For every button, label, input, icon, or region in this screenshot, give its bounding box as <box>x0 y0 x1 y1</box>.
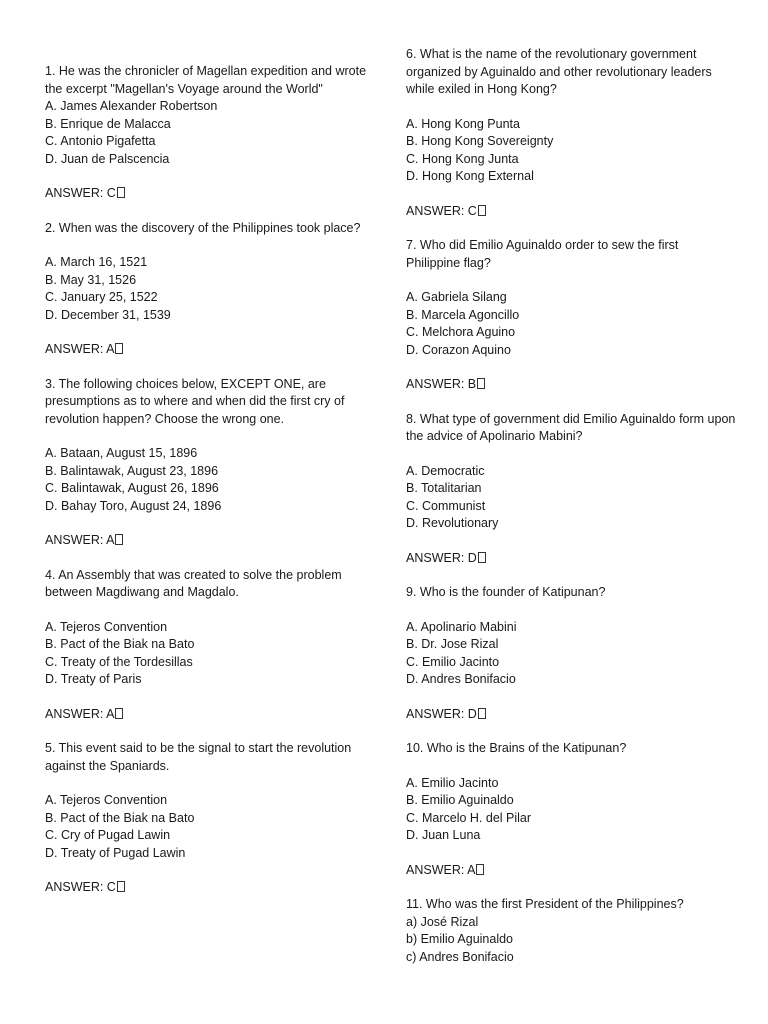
option-b: B. Hong Kong Sovereignty <box>406 134 554 148</box>
question-11 <box>406 896 736 966</box>
answer-text: ANSWER: C <box>406 203 477 218</box>
missing-glyph-box <box>478 708 486 719</box>
option-a: A. Tejeros Convention <box>45 793 168 807</box>
option-a: A. March 16, 1521 <box>45 255 148 269</box>
answer-line <box>406 550 736 568</box>
option-c: C. Communist <box>406 498 486 513</box>
question-text: 5. This event said to be the signal to start the revolution against the Spaniards. <box>45 741 352 773</box>
option-b: B. Totalitarian <box>406 481 482 495</box>
question-text: 10. Who is the Brains of the Katipunan? <box>406 741 627 755</box>
option-c: C. Emilio Jacinto <box>406 654 500 669</box>
answer-text: ANSWER: B <box>406 377 477 391</box>
question-9 <box>406 584 736 723</box>
question-8 <box>406 411 736 568</box>
option-c: c) Andres Bonifacio <box>406 949 514 964</box>
option-d: D. December 31, 1539 <box>45 307 171 322</box>
answer-text: ANSWER: A <box>45 533 115 547</box>
question-4 <box>45 567 375 724</box>
option-d: D. Revolutionary <box>406 516 499 530</box>
answer-line <box>406 203 736 221</box>
option-c: C. Cry of Pugad Lawin <box>45 828 171 842</box>
question-text: 7. Who did Emilio Aguinaldo order to sew the first Philippine flag? <box>406 238 679 270</box>
option-a: A. Emilio Jacinto <box>406 775 499 790</box>
option-b: b) Emilio Aguinaldo <box>406 932 514 946</box>
answer-line <box>45 532 375 550</box>
option-b: B. Marcela Agoncillo <box>406 307 520 322</box>
answer-line <box>406 706 736 724</box>
answer-text: ANSWER: A <box>45 706 115 721</box>
option-c: C. Balintawak, August 26, 1896 <box>45 481 219 495</box>
missing-glyph-box <box>115 534 123 545</box>
option-b: B. Emilio Aguinaldo <box>406 793 514 807</box>
option-a: A. Apolinario Mabini <box>406 619 517 634</box>
right-column <box>406 46 736 966</box>
question-text: 1. He was the chronicler of Magellan expedition and wrote the excerpt "Magellan's Voyage around the World" <box>45 64 367 96</box>
question-text: 2. When was the discovery of the Philippines took place? <box>45 220 361 235</box>
answer-line <box>45 879 375 897</box>
option-d: D. Hong Kong External <box>406 169 534 183</box>
left-column <box>45 63 375 914</box>
option-b: B. Enrique de Malacca <box>45 116 171 131</box>
question-text: 3. The following choices below, EXCEPT ONE, are presumptions as to where and when did the first cry of revolution happen? Choose the wrong one. <box>45 376 345 426</box>
missing-glyph-box <box>478 205 486 216</box>
option-d: D. Bahay Toro, August 24, 1896 <box>45 498 222 513</box>
question-text: 9. Who is the founder of Katipunan? <box>406 585 606 599</box>
option-a: A. Hong Kong Punta <box>406 116 520 131</box>
answer-text: ANSWER: C <box>45 186 116 200</box>
option-c: C. Hong Kong Junta <box>406 151 519 166</box>
option-a: A. James Alexander Robertson <box>45 99 218 113</box>
missing-glyph-box <box>115 343 123 354</box>
question-1 <box>45 63 375 203</box>
option-d: D. Juan Luna <box>406 828 481 842</box>
option-b: B. Pact of the Biak na Bato <box>45 637 195 651</box>
option-c: C. Melchora Aguino <box>406 325 516 339</box>
answer-line <box>406 862 736 880</box>
question-text: 4. An Assembly that was created to solve the problem between Magdiwang and Magdalo. <box>45 567 342 599</box>
option-d: D. Juan de Palscencia <box>45 151 170 166</box>
option-c: C. January 25, 1522 <box>45 290 158 304</box>
missing-glyph-box <box>117 187 125 198</box>
option-d: D. Corazon Aquino <box>406 342 511 357</box>
option-c: C. Treaty of the Tordesillas <box>45 654 193 669</box>
answer-text: ANSWER: C <box>45 880 116 894</box>
missing-glyph-box <box>115 708 123 719</box>
option-d: D. Andres Bonifacio <box>406 672 516 686</box>
option-b: B. Pact of the Biak na Bato <box>45 810 195 825</box>
missing-glyph-box <box>478 552 486 563</box>
question-7 <box>406 237 736 394</box>
option-b: B. Balintawak, August 23, 1896 <box>45 463 219 478</box>
question-text: 6. What is the name of the revolutionary government organized by Aguinaldo and other revolutionary leaders while exiled in Hong Kong? <box>406 47 712 96</box>
answer-text: ANSWER: D <box>406 550 477 565</box>
option-b: B. May 31, 1526 <box>45 272 137 287</box>
answer-text: ANSWER: D <box>406 706 477 721</box>
option-a: a) José Rizal <box>406 914 479 929</box>
option-a: A. Tejeros Convention <box>45 619 168 634</box>
missing-glyph-box <box>477 378 485 389</box>
option-b: B. Dr. Jose Rizal <box>406 637 499 651</box>
option-a: A. Democratic <box>406 463 485 478</box>
answer-line <box>45 706 375 724</box>
answer-line <box>45 341 375 359</box>
answer-line <box>406 376 736 394</box>
question-10 <box>406 740 736 879</box>
missing-glyph-box <box>476 864 484 875</box>
option-a: A. Bataan, August 15, 1896 <box>45 446 198 460</box>
answer-line <box>45 185 375 203</box>
option-d: D. Treaty of Paris <box>45 672 142 686</box>
question-2 <box>45 220 375 359</box>
question-3 <box>45 376 375 550</box>
missing-glyph-box <box>117 881 125 892</box>
question-6 <box>406 46 736 220</box>
option-d: D. Treaty of Pugad Lawin <box>45 845 186 860</box>
question-5 <box>45 740 375 897</box>
option-c: C. Marcelo H. del Pilar <box>406 810 532 825</box>
question-text: 11. Who was the first President of the Philippines? <box>406 897 684 911</box>
option-c: C. Antonio Pigafetta <box>45 134 156 148</box>
option-a: A. Gabriela Silang <box>406 290 507 304</box>
answer-text: ANSWER: A <box>45 342 115 356</box>
answer-text: ANSWER: A <box>406 862 476 877</box>
question-text: 8. What type of government did Emilio Aguinaldo form upon the advice of Apolinario Mabini? <box>406 411 736 443</box>
